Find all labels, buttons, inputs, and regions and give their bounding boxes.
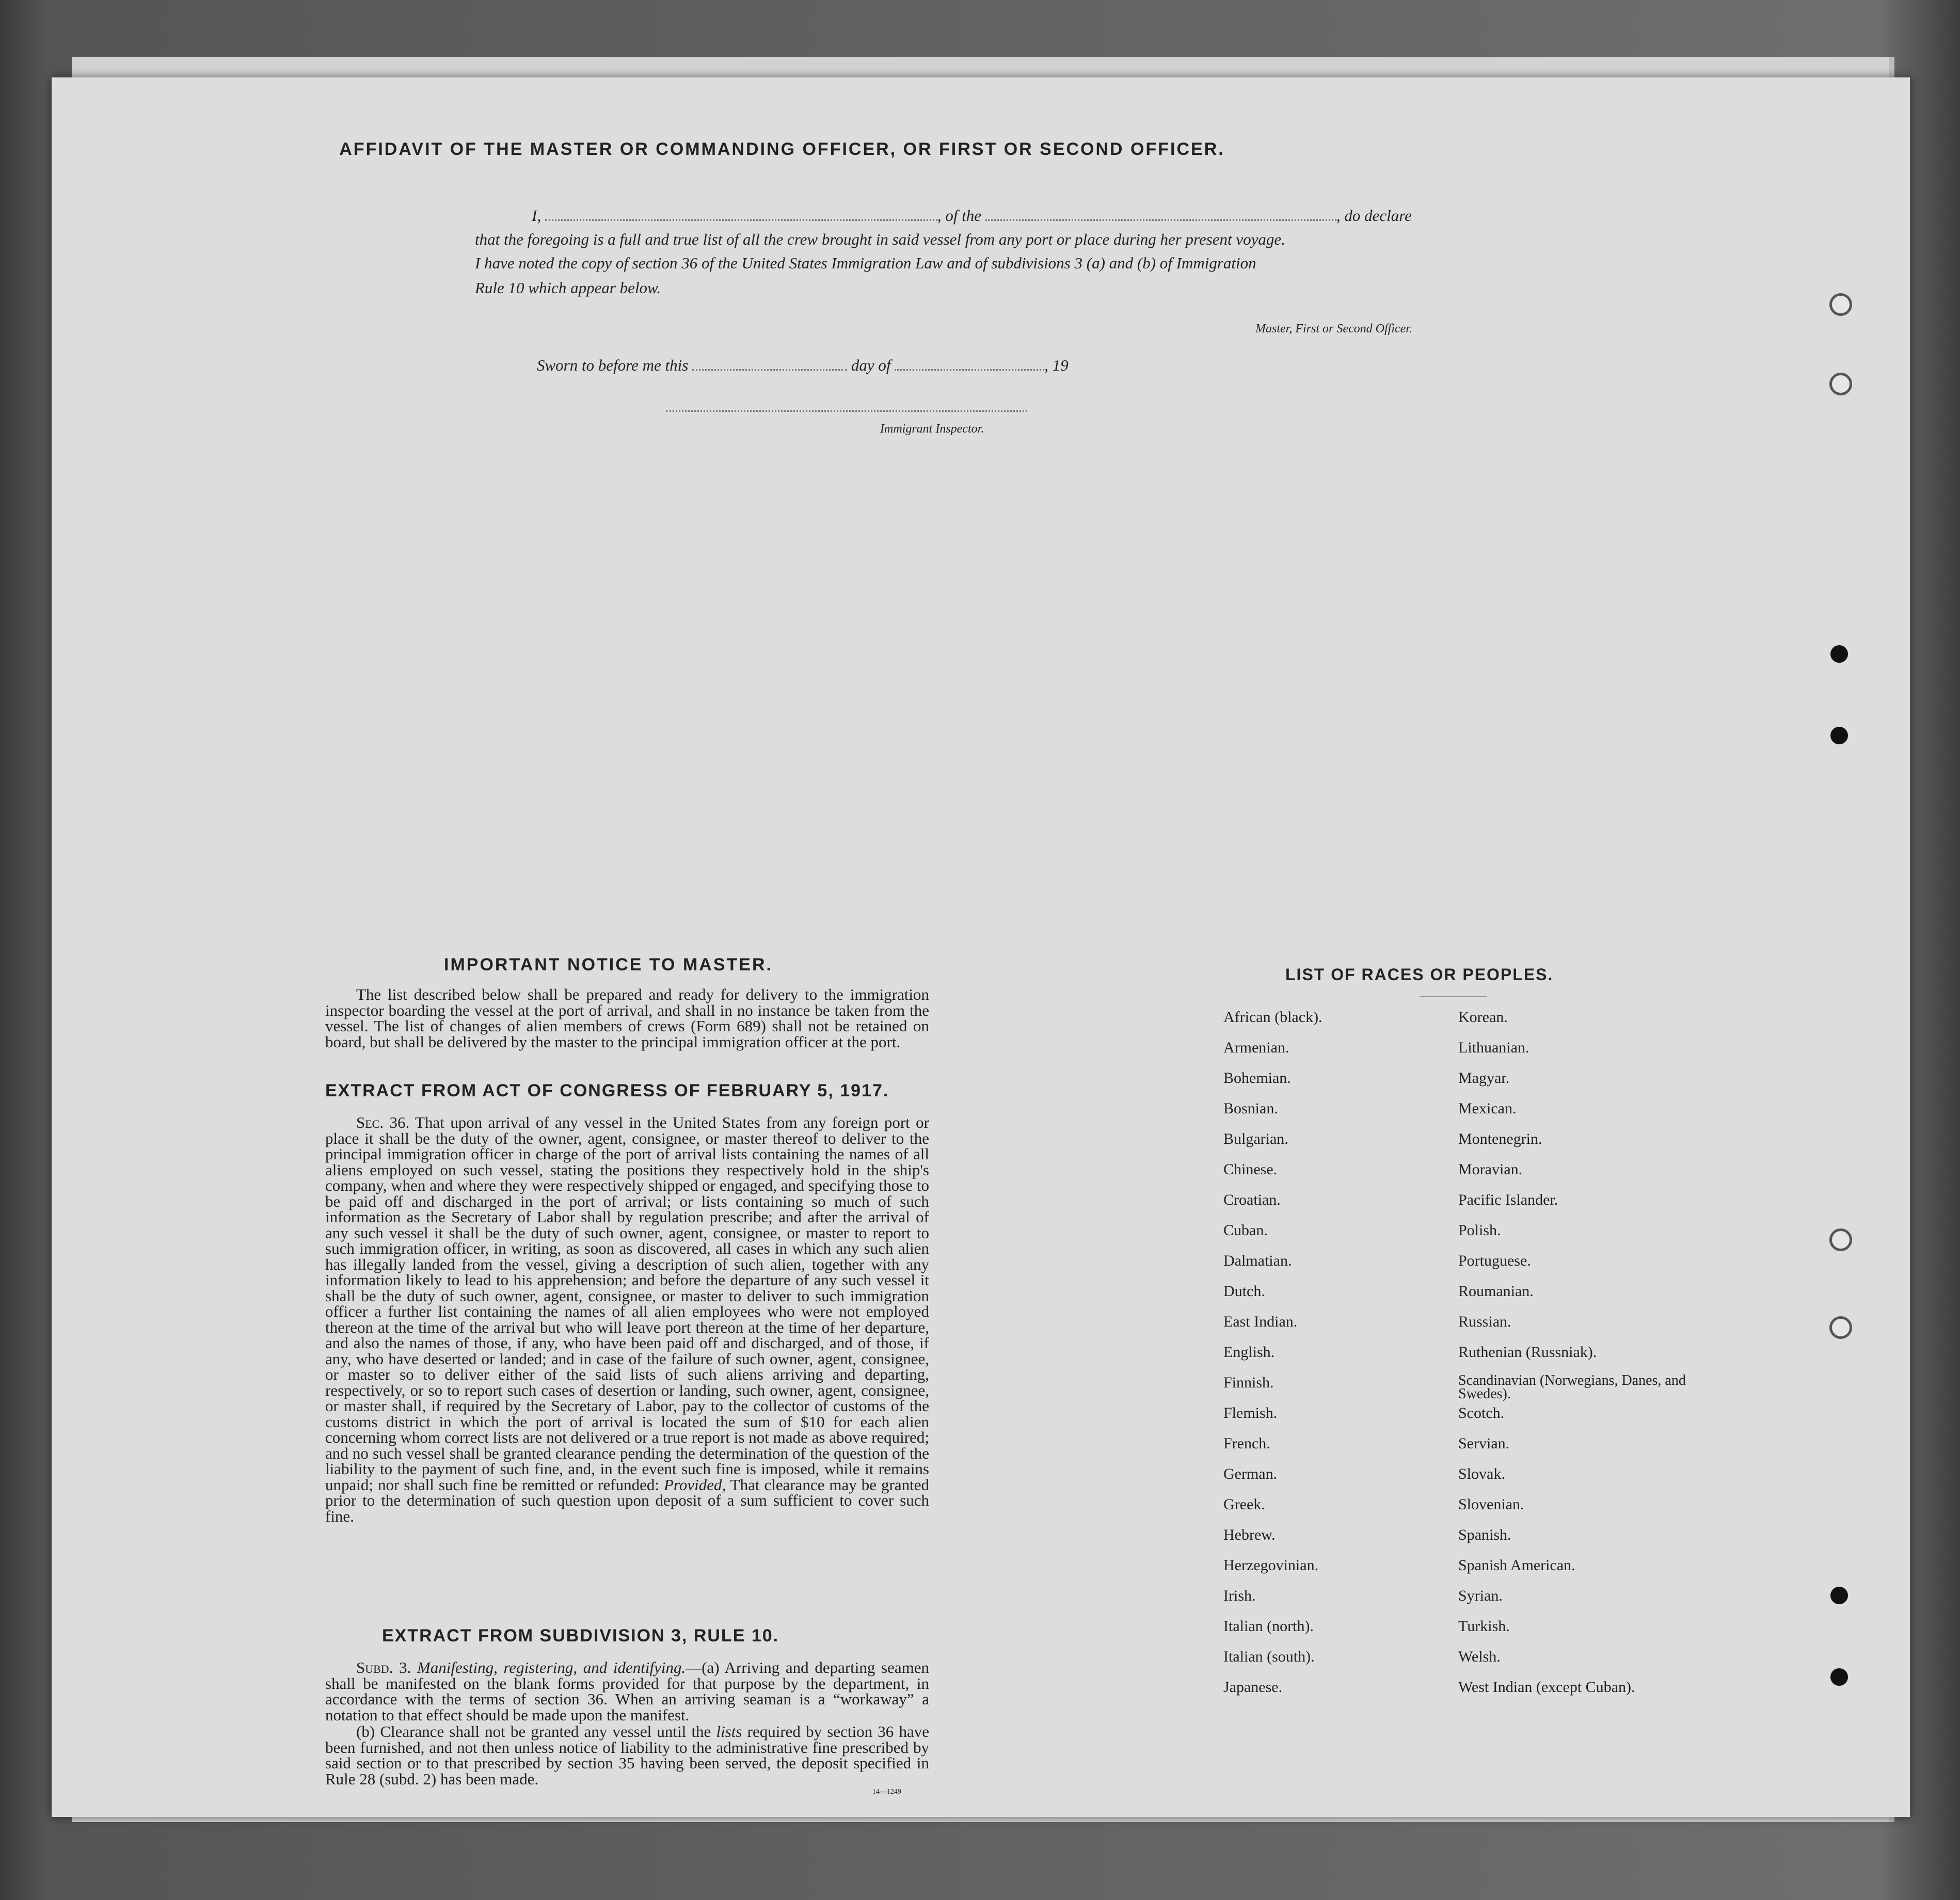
name-blank: [545, 219, 937, 221]
day-of-label: day of: [851, 356, 891, 374]
extract-rule-title: EXTRACT FROM SUBDIVISION 3, RULE 10.: [382, 1626, 779, 1646]
vessel-blank: [985, 219, 1336, 221]
section-36-text: That upon arrival of any vessel in the United States from any foreign port or place it shall be the duty of the owner, agent, consignee, or master thereof to deliver to the principal immigration officer in charge of the port of arrival lists containing the names of all aliens employed on such vessel, stating the positions they respectively hold in the ship's company, when and where they were respectively shipped or engaged, and specifying those to be paid off and discharged in the port of arrival; or lists containing so much of such information as the Secretary of Labor shall by regulation prescribe; and after the arrival of any such vessel it shall be the duty of such owner, agent, consignee, or master to report to such immigration officer, in writing, as soon as discovered, all cases in which any such alien has illegally landed from the vessel, giving a description of such alien, together with any information likely to lead to his apprehension; and before the departure of any such vessel it shall be the duty of such owner, agent, consignee, or master to deliver to such immigration officer a further list containing the names of all alien employees who were not employed thereon at the time of the arrival but who will leave port thereon at the time of her departure, and also the names of those, if any, who have been paid off and discharged, and of those, if any, who have deserted or landed; and in case of the failure of such owner, agent, consignee, or master so to deliver either of the said lists of such aliens arriving and departing, respectively, or so to report such cases of desertion or landing, such owner, agent, consignee, or master shall, if required by the Secretary of Labor, pay to the collector of customs of the customs district in which the port of arrival is located the sum of $10 for each alien concerning whom correct lists are not delivered or a true report is not made as above required; and no such vessel shall be granted clearance pending the determination of the question of the liability to the payment of such fine, and, in the event such fine is imposed, while it remains unpaid; nor shall such fine be remitted or refunded:: [325, 1113, 929, 1494]
race-item: Bulgarian.: [1223, 1130, 1288, 1147]
race-item: Croatian.: [1223, 1191, 1281, 1208]
race-item: Polish.: [1458, 1222, 1501, 1239]
sworn-line: [537, 356, 1069, 375]
race-item: West Indian (except Cuban).: [1458, 1679, 1635, 1696]
race-item: Roumanian.: [1458, 1283, 1534, 1300]
race-item: Moravian.: [1458, 1161, 1523, 1178]
do-declare-label: , do declare: [1336, 206, 1412, 225]
affidavit-line-2: that the foregoing is a full and true list of all the crew brought in said vessel from any port or place during her present voyage.: [475, 230, 1285, 248]
race-item: Greek.: [1223, 1496, 1265, 1513]
form-number: 14—1249: [872, 1788, 901, 1796]
inspector-label: Immigrant Inspector.: [880, 422, 984, 436]
para-b-prefix: (b) Clearance shall not be granted any vessel until the: [356, 1722, 711, 1741]
race-item: Bosnian.: [1223, 1100, 1278, 1117]
race-item: Russian.: [1458, 1313, 1511, 1330]
race-item: Bohemian.: [1223, 1069, 1291, 1087]
affidavit-line-3: I have noted the copy of section 36 of the United States Immigration Law and of subdivisions 3 (a) and (b) of Immigration: [475, 254, 1256, 272]
affidavit-line-4: Rule 10 which appear below.: [475, 279, 661, 297]
race-item: Herzegovinian.: [1223, 1557, 1319, 1574]
race-item: Irish.: [1223, 1587, 1256, 1604]
subd-heading: Manifesting, registering, and identifying.: [417, 1658, 686, 1677]
race-item: English.: [1223, 1344, 1275, 1361]
race-item: Korean.: [1458, 1009, 1508, 1026]
day-blank: [692, 369, 847, 371]
inspector-signature-line: [666, 410, 1027, 412]
race-item: Hebrew.: [1223, 1526, 1276, 1543]
race-item: Armenian.: [1223, 1039, 1289, 1056]
binder-hole: [1830, 645, 1848, 663]
race-item: Italian (north).: [1223, 1618, 1314, 1635]
race-item: African (black).: [1223, 1009, 1322, 1026]
race-item: Spanish American.: [1458, 1557, 1575, 1574]
race-item: Dutch.: [1223, 1283, 1265, 1300]
binder-hole: [1829, 1228, 1852, 1251]
race-item: Magyar.: [1458, 1069, 1510, 1087]
sworn-label: Sworn to before me this: [537, 356, 689, 374]
of-the-label: , of the: [937, 206, 982, 225]
binder-hole: [1829, 373, 1852, 395]
race-item: Pacific Islander.: [1458, 1191, 1558, 1208]
extract-rule-para-b: [325, 1724, 929, 1787]
race-item: Servian.: [1458, 1435, 1510, 1452]
section-36-text-end: That clearance may be granted prior to the determination of such question upon deposit of a sum sufficient to cover such fine.: [325, 1475, 929, 1525]
affidavit-page: [52, 77, 1910, 1817]
subd-label: Subd. 3.: [356, 1658, 411, 1677]
binder-hole: [1830, 1587, 1848, 1604]
i-label: I,: [532, 206, 541, 225]
race-item: Flemish.: [1223, 1404, 1278, 1422]
race-item: Dalmatian.: [1223, 1252, 1292, 1269]
notice-text: The list described below shall be prepared and ready for delivery to the immigration inspector boarding the vessel at the port of arrival, and shall in no instance be taken from the vessel. The list of changes of alien members of crews (Form 689) shall not be retained on board, but shall be delivered by the master to the principal immigration officer at the port.: [325, 985, 929, 1051]
extract-act-text: [325, 1115, 929, 1524]
races-title: LIST OF RACES OR PEOPLES.: [1285, 965, 1554, 984]
binder-hole: [1829, 1316, 1852, 1339]
race-item: Mexican.: [1458, 1100, 1517, 1117]
notice-title: IMPORTANT NOTICE TO MASTER.: [444, 955, 773, 975]
race-item: Spanish.: [1458, 1526, 1511, 1543]
race-item: Italian (south).: [1223, 1648, 1315, 1665]
race-item: Slovenian.: [1458, 1496, 1524, 1513]
race-item: Slovak.: [1458, 1465, 1505, 1482]
races-left-column: [1223, 1009, 1440, 1709]
binder-hole: [1830, 727, 1848, 744]
race-item: Scotch.: [1458, 1404, 1505, 1422]
para-b-lists: lists: [716, 1722, 742, 1741]
race-item: Syrian.: [1458, 1587, 1503, 1604]
races-right-column: [1458, 1009, 1727, 1709]
race-item: Turkish.: [1458, 1618, 1510, 1635]
race-item: Lithuanian.: [1458, 1039, 1529, 1056]
race-item: Portuguese.: [1458, 1252, 1531, 1269]
binder-hole: [1829, 293, 1852, 316]
race-item: Finnish.: [1223, 1374, 1274, 1391]
races-title-rule: [1420, 996, 1487, 997]
master-signature-label: Master, First or Second Officer.: [1255, 322, 1412, 336]
race-item: Japanese.: [1223, 1679, 1283, 1696]
provided-label: Provided,: [663, 1475, 726, 1494]
affidavit-title: AFFIDAVIT OF THE MASTER OR COMMANDING OFFICER, OR FIRST OR SECOND OFFICER.: [339, 139, 1225, 159]
affidavit-line-1: [532, 206, 1538, 225]
race-item: Montenegrin.: [1458, 1130, 1542, 1147]
section-label: Sec. 36.: [356, 1113, 410, 1131]
race-item: Scandinavian (Norwegians, Danes, and Swedes).: [1458, 1372, 1686, 1402]
race-item: French.: [1223, 1435, 1270, 1452]
race-item: Cuban.: [1223, 1222, 1268, 1239]
binder-hole: [1830, 1668, 1848, 1686]
race-item: German.: [1223, 1465, 1278, 1482]
extract-act-title: EXTRACT FROM ACT OF CONGRESS OF FEBRUARY 5, 1917.: [325, 1081, 889, 1100]
race-item: Welsh.: [1458, 1648, 1501, 1665]
year-label: , 19: [1044, 356, 1069, 374]
month-blank: [895, 369, 1044, 371]
race-item: Chinese.: [1223, 1161, 1278, 1178]
race-item: East Indian.: [1223, 1313, 1298, 1330]
para-a-text: —(a) Arriving and departing seamen shall be manifested on the blank forms provided for that purpose by the department, in accordance with the terms of section 36. When an arriving seaman is a “workaway” a notation to that effect should be made upon the manifest.: [325, 1658, 929, 1724]
race-item: Ruthenian (Russniak).: [1458, 1344, 1597, 1361]
para-b-rest: required by section 36 have been furnished, and not then unless notice of liability to the administrative fine prescribed by said section or to that prescribed by section 35 having been served, the deposit specified in Rule 28 (subd. 2) has been made.: [325, 1722, 929, 1788]
extract-rule-para-a: [325, 1660, 929, 1723]
